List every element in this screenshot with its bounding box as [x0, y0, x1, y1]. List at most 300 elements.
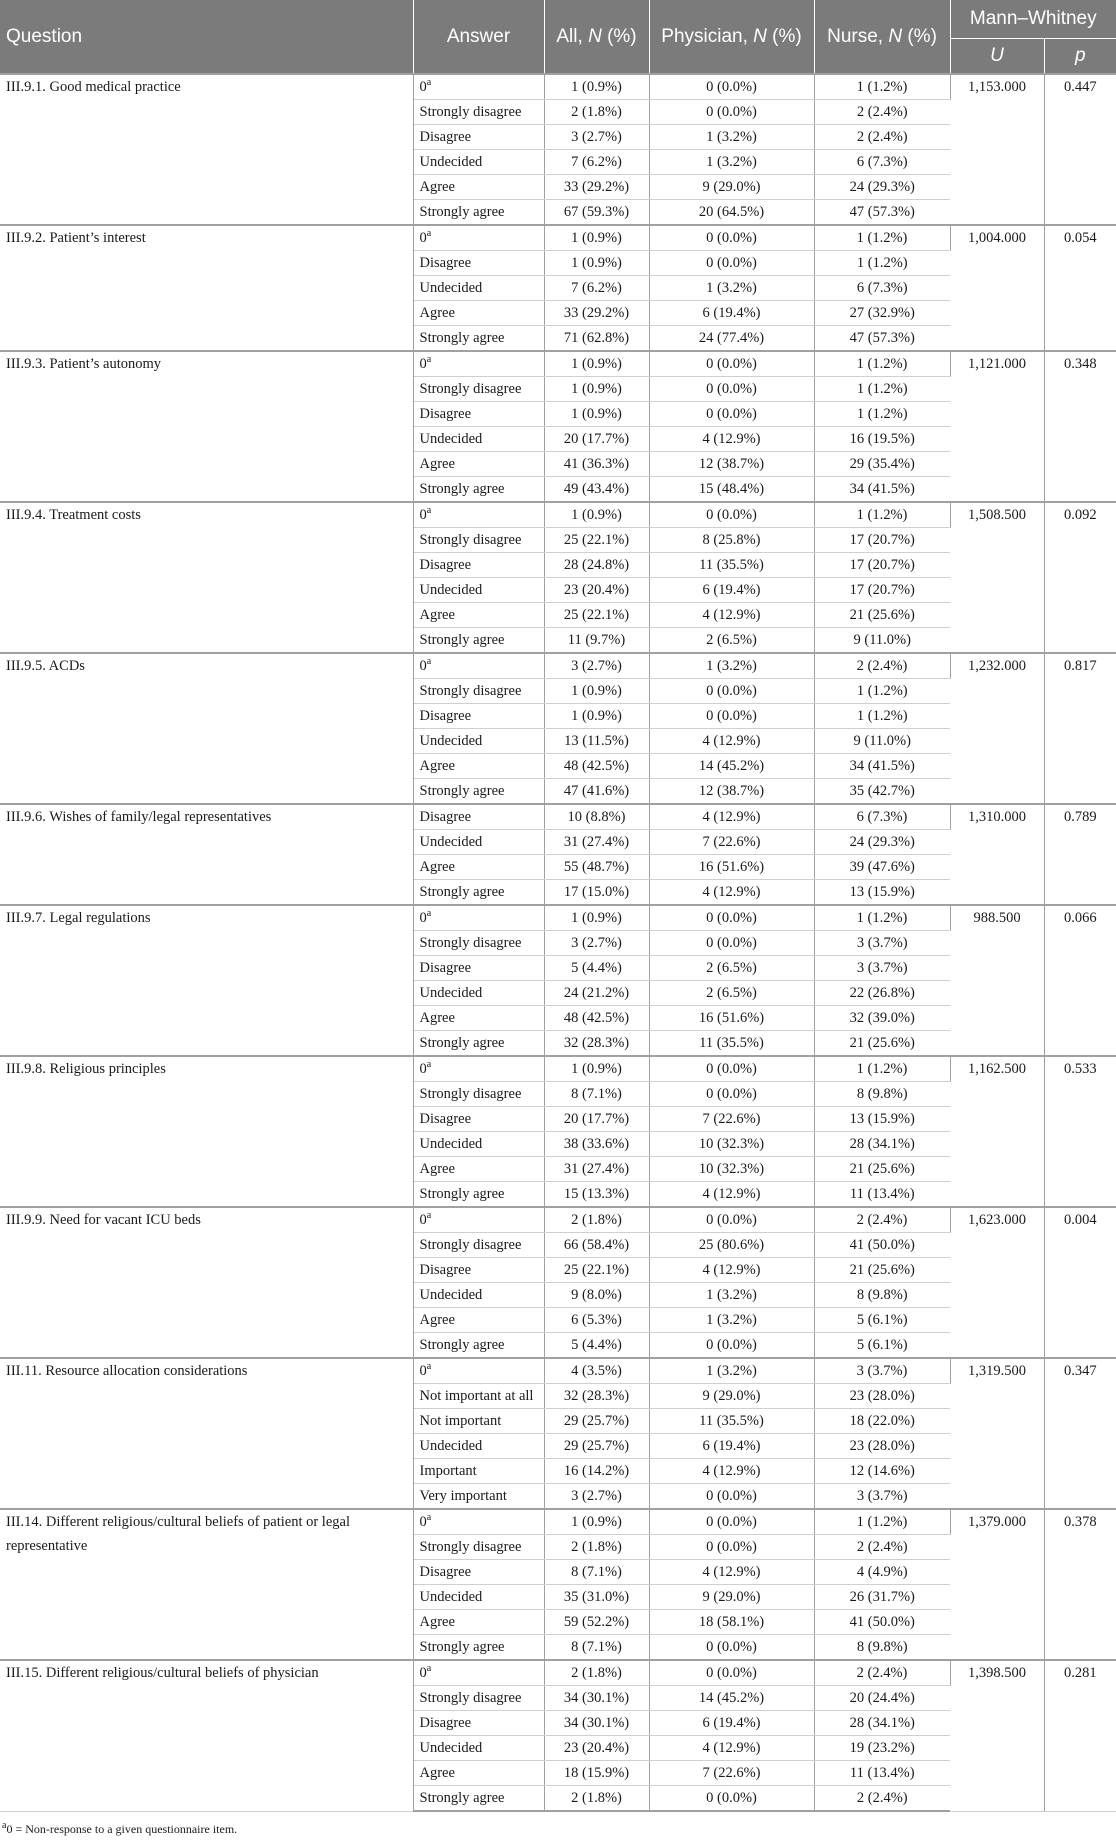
- all-cell: 1 (0.9%): [544, 679, 649, 704]
- u-statistic-cell: 1,398.500: [950, 1660, 1044, 1811]
- physician-cell: 4 (12.9%): [649, 1459, 814, 1484]
- all-cell: 31 (27.4%): [544, 830, 649, 855]
- nurse-cell: 3 (3.7%): [814, 1484, 950, 1510]
- nurse-cell: 21 (25.6%): [814, 1031, 950, 1057]
- answer-cell: Undecided: [413, 427, 544, 452]
- physician-cell: 4 (12.9%): [649, 1258, 814, 1283]
- physician-cell: 10 (32.3%): [649, 1157, 814, 1182]
- u-statistic-cell: 988.500: [950, 905, 1044, 1056]
- physician-cell: 0 (0.0%): [649, 679, 814, 704]
- nurse-cell: 9 (11.0%): [814, 628, 950, 654]
- nurse-cell: 11 (13.4%): [814, 1761, 950, 1786]
- nurse-cell: 1 (1.2%): [814, 351, 950, 377]
- nurse-cell: 3 (3.7%): [814, 1358, 950, 1384]
- all-cell: 2 (1.8%): [544, 1786, 649, 1812]
- header-question: Question: [0, 0, 413, 74]
- physician-cell: 2 (6.5%): [649, 956, 814, 981]
- all-cell: 2 (1.8%): [544, 100, 649, 125]
- nurse-cell: 21 (25.6%): [814, 1157, 950, 1182]
- nurse-cell: 1 (1.2%): [814, 377, 950, 402]
- u-statistic-cell: 1,379.000: [950, 1509, 1044, 1660]
- nurse-cell: 20 (24.4%): [814, 1686, 950, 1711]
- physician-cell: 0 (0.0%): [649, 905, 814, 931]
- physician-cell: 16 (51.6%): [649, 855, 814, 880]
- all-cell: 7 (6.2%): [544, 276, 649, 301]
- answer-cell: 0$^a$: [413, 905, 544, 931]
- answer-cell: Disagree: [413, 1258, 544, 1283]
- table-row: [0, 905, 1116, 931]
- physician-cell: 1 (3.2%): [649, 1283, 814, 1308]
- answer-cell: Agree: [413, 452, 544, 477]
- physician-cell: 2 (6.5%): [649, 981, 814, 1006]
- all-cell: 23 (20.4%): [544, 578, 649, 603]
- nurse-cell: 1 (1.2%): [814, 1056, 950, 1082]
- physician-cell: 0 (0.0%): [649, 351, 814, 377]
- table-body: [0, 74, 1116, 1811]
- answer-cell: Strongly agree: [413, 1182, 544, 1208]
- answer-cell: Disagree: [413, 402, 544, 427]
- question-cell: III.9.6. Wishes of family/legal representatives: [0, 804, 413, 905]
- table-row: [0, 1660, 1116, 1686]
- all-cell: 8 (7.1%): [544, 1082, 649, 1107]
- nurse-cell: 1 (1.2%): [814, 905, 950, 931]
- physician-cell: 15 (48.4%): [649, 477, 814, 503]
- physician-cell: 1 (3.2%): [649, 1308, 814, 1333]
- all-cell: 1 (0.9%): [544, 1056, 649, 1082]
- p-value-cell: 0.347: [1044, 1358, 1116, 1509]
- all-cell: 1 (0.9%): [544, 402, 649, 427]
- all-cell: 1 (0.9%): [544, 905, 649, 931]
- answer-cell: Strongly agree: [413, 477, 544, 503]
- all-cell: 3 (2.7%): [544, 1484, 649, 1510]
- nurse-cell: 3 (3.7%): [814, 931, 950, 956]
- all-cell: 1 (0.9%): [544, 377, 649, 402]
- nurse-cell: 3 (3.7%): [814, 956, 950, 981]
- physician-cell: 0 (0.0%): [649, 377, 814, 402]
- nurse-cell: 6 (7.3%): [814, 276, 950, 301]
- answer-cell: 0$^a$: [413, 1509, 544, 1535]
- physician-cell: 0 (0.0%): [649, 704, 814, 729]
- physician-cell: 4 (12.9%): [649, 1182, 814, 1208]
- answer-cell: Undecided: [413, 1283, 544, 1308]
- u-statistic-cell: 1,319.500: [950, 1358, 1044, 1509]
- all-cell: 1 (0.9%): [544, 502, 649, 528]
- physician-cell: 2 (6.5%): [649, 628, 814, 654]
- answer-cell: 0$^a$: [413, 1358, 544, 1384]
- all-cell: 32 (28.3%): [544, 1384, 649, 1409]
- answer-cell: Strongly disagree: [413, 377, 544, 402]
- nurse-cell: 1 (1.2%): [814, 679, 950, 704]
- question-cell: III.9.5. ACDs: [0, 653, 413, 804]
- nurse-cell: 1 (1.2%): [814, 74, 950, 100]
- answer-cell: Undecided: [413, 1132, 544, 1157]
- answer-cell: 0$^a$: [413, 351, 544, 377]
- u-statistic-cell: 1,508.500: [950, 502, 1044, 653]
- nurse-cell: 4 (4.9%): [814, 1560, 950, 1585]
- answer-cell: Disagree: [413, 553, 544, 578]
- all-cell: 7 (6.2%): [544, 150, 649, 175]
- physician-cell: 0 (0.0%): [649, 74, 814, 100]
- nurse-cell: 28 (34.1%): [814, 1132, 950, 1157]
- nurse-cell: 26 (31.7%): [814, 1585, 950, 1610]
- all-cell: 41 (36.3%): [544, 452, 649, 477]
- question-cell: III.9.8. Religious principles: [0, 1056, 413, 1207]
- physician-cell: 4 (12.9%): [649, 1736, 814, 1761]
- all-cell: 48 (42.5%): [544, 754, 649, 779]
- question-cell: III.9.9. Need for vacant ICU beds: [0, 1207, 413, 1358]
- all-cell: 16 (14.2%): [544, 1459, 649, 1484]
- question-cell: III.9.3. Patient’s autonomy: [0, 351, 413, 502]
- all-cell: 1 (0.9%): [544, 251, 649, 276]
- all-cell: 1 (0.9%): [544, 74, 649, 100]
- nurse-cell: 2 (2.4%): [814, 125, 950, 150]
- answer-cell: Strongly agree: [413, 1635, 544, 1661]
- physician-cell: 1 (3.2%): [649, 1358, 814, 1384]
- question-cell: III.9.2. Patient’s interest: [0, 225, 413, 351]
- nurse-cell: 32 (39.0%): [814, 1006, 950, 1031]
- answer-cell: 0$^a$: [413, 1207, 544, 1233]
- question-cell: III.9.4. Treatment costs: [0, 502, 413, 653]
- all-cell: 8 (7.1%): [544, 1635, 649, 1661]
- nurse-cell: 29 (35.4%): [814, 452, 950, 477]
- physician-cell: 1 (3.2%): [649, 125, 814, 150]
- answer-cell: Strongly agree: [413, 200, 544, 226]
- answer-cell: Agree: [413, 175, 544, 200]
- answer-cell: Important: [413, 1459, 544, 1484]
- all-cell: 67 (59.3%): [544, 200, 649, 226]
- all-cell: 6 (5.3%): [544, 1308, 649, 1333]
- nurse-cell: 2 (2.4%): [814, 1207, 950, 1233]
- nurse-cell: 22 (26.8%): [814, 981, 950, 1006]
- header-p: p: [1044, 39, 1116, 75]
- p-value-cell: 0.789: [1044, 804, 1116, 905]
- answer-cell: Agree: [413, 754, 544, 779]
- answer-cell: Undecided: [413, 276, 544, 301]
- nurse-cell: 2 (2.4%): [814, 100, 950, 125]
- answer-cell: Disagree: [413, 704, 544, 729]
- all-cell: 8 (7.1%): [544, 1560, 649, 1585]
- answer-cell: Strongly agree: [413, 326, 544, 352]
- all-cell: 1 (0.9%): [544, 704, 649, 729]
- p-value-cell: 0.281: [1044, 1660, 1116, 1811]
- nurse-cell: 17 (20.7%): [814, 528, 950, 553]
- nurse-cell: 34 (41.5%): [814, 754, 950, 779]
- answer-cell: Undecided: [413, 830, 544, 855]
- all-cell: 20 (17.7%): [544, 1107, 649, 1132]
- physician-cell: 6 (19.4%): [649, 1711, 814, 1736]
- answer-cell: Agree: [413, 1761, 544, 1786]
- nurse-cell: 13 (15.9%): [814, 880, 950, 906]
- physician-cell: 0 (0.0%): [649, 502, 814, 528]
- answer-cell: 0$^a$: [413, 1660, 544, 1686]
- nurse-cell: 28 (34.1%): [814, 1711, 950, 1736]
- nurse-cell: 23 (28.0%): [814, 1384, 950, 1409]
- nurse-cell: 2 (2.4%): [814, 1786, 950, 1812]
- physician-cell: 8 (25.8%): [649, 528, 814, 553]
- answer-cell: Strongly disagree: [413, 1535, 544, 1560]
- nurse-cell: 17 (20.7%): [814, 578, 950, 603]
- answer-cell: Strongly agree: [413, 1786, 544, 1812]
- physician-cell: 10 (32.3%): [649, 1132, 814, 1157]
- p-value-cell: 0.533: [1044, 1056, 1116, 1207]
- nurse-cell: 1 (1.2%): [814, 704, 950, 729]
- physician-cell: 0 (0.0%): [649, 100, 814, 125]
- u-statistic-cell: 1,232.000: [950, 653, 1044, 804]
- answer-cell: Undecided: [413, 578, 544, 603]
- all-cell: 17 (15.0%): [544, 880, 649, 906]
- answer-cell: Disagree: [413, 956, 544, 981]
- all-cell: 11 (9.7%): [544, 628, 649, 654]
- nurse-cell: 5 (6.1%): [814, 1333, 950, 1359]
- physician-cell: 7 (22.6%): [649, 1107, 814, 1132]
- answer-cell: Agree: [413, 1006, 544, 1031]
- all-cell: 2 (1.8%): [544, 1207, 649, 1233]
- answer-cell: Agree: [413, 1610, 544, 1635]
- all-cell: 47 (41.6%): [544, 779, 649, 805]
- answer-cell: Strongly disagree: [413, 1082, 544, 1107]
- physician-cell: 6 (19.4%): [649, 301, 814, 326]
- physician-cell: 14 (45.2%): [649, 754, 814, 779]
- answer-cell: Strongly agree: [413, 1031, 544, 1057]
- nurse-cell: 1 (1.2%): [814, 502, 950, 528]
- answer-cell: Strongly agree: [413, 880, 544, 906]
- all-cell: 34 (30.1%): [544, 1711, 649, 1736]
- physician-cell: 0 (0.0%): [649, 1535, 814, 1560]
- header-u: U: [950, 39, 1044, 75]
- answer-cell: Undecided: [413, 729, 544, 754]
- all-cell: 5 (4.4%): [544, 956, 649, 981]
- physician-cell: 11 (35.5%): [649, 553, 814, 578]
- answer-cell: Strongly disagree: [413, 1686, 544, 1711]
- answer-cell: 0$^a$: [413, 1056, 544, 1082]
- all-cell: 66 (58.4%): [544, 1233, 649, 1258]
- physician-cell: 4 (12.9%): [649, 1560, 814, 1585]
- answer-cell: Disagree: [413, 125, 544, 150]
- nurse-cell: 16 (19.5%): [814, 427, 950, 452]
- physician-cell: 0 (0.0%): [649, 1786, 814, 1812]
- all-cell: 1 (0.9%): [544, 225, 649, 251]
- answer-cell: Disagree: [413, 1560, 544, 1585]
- nurse-cell: 24 (29.3%): [814, 830, 950, 855]
- physician-cell: 11 (35.5%): [649, 1409, 814, 1434]
- physician-cell: 0 (0.0%): [649, 931, 814, 956]
- answer-cell: 0$^a$: [413, 225, 544, 251]
- all-cell: 31 (27.4%): [544, 1157, 649, 1182]
- p-value-cell: 0.378: [1044, 1509, 1116, 1660]
- physician-cell: 7 (22.6%): [649, 830, 814, 855]
- answer-cell: 0$^a$: [413, 502, 544, 528]
- all-cell: 38 (33.6%): [544, 1132, 649, 1157]
- all-cell: 1 (0.9%): [544, 351, 649, 377]
- answer-cell: Disagree: [413, 1711, 544, 1736]
- nurse-cell: 39 (47.6%): [814, 855, 950, 880]
- all-cell: 33 (29.2%): [544, 175, 649, 200]
- answer-cell: Disagree: [413, 251, 544, 276]
- all-cell: 55 (48.7%): [544, 855, 649, 880]
- answer-cell: Strongly disagree: [413, 679, 544, 704]
- physician-cell: 14 (45.2%): [649, 1686, 814, 1711]
- p-value-cell: 0.004: [1044, 1207, 1116, 1358]
- table-row: [0, 1207, 1116, 1233]
- answer-cell: Not important: [413, 1409, 544, 1434]
- nurse-cell: 27 (32.9%): [814, 301, 950, 326]
- u-statistic-cell: 1,121.000: [950, 351, 1044, 502]
- physician-cell: 7 (22.6%): [649, 1761, 814, 1786]
- all-cell: 3 (2.7%): [544, 653, 649, 679]
- nurse-cell: 35 (42.7%): [814, 779, 950, 805]
- p-value-cell: 0.054: [1044, 225, 1116, 351]
- nurse-cell: 2 (2.4%): [814, 1535, 950, 1560]
- physician-cell: 0 (0.0%): [649, 1484, 814, 1510]
- nurse-cell: 34 (41.5%): [814, 477, 950, 503]
- all-cell: 29 (25.7%): [544, 1409, 649, 1434]
- nurse-cell: 19 (23.2%): [814, 1736, 950, 1761]
- physician-cell: 4 (12.9%): [649, 729, 814, 754]
- all-cell: 49 (43.4%): [544, 477, 649, 503]
- answer-cell: Undecided: [413, 1736, 544, 1761]
- p-value-cell: 0.092: [1044, 502, 1116, 653]
- all-cell: 1 (0.9%): [544, 1509, 649, 1535]
- all-cell: 3 (2.7%): [544, 125, 649, 150]
- physician-cell: 0 (0.0%): [649, 1333, 814, 1359]
- nurse-cell: 47 (57.3%): [814, 326, 950, 352]
- answer-cell: Strongly disagree: [413, 931, 544, 956]
- answer-cell: Strongly agree: [413, 628, 544, 654]
- all-cell: 34 (30.1%): [544, 1686, 649, 1711]
- nurse-cell: 9 (11.0%): [814, 729, 950, 754]
- answer-cell: Agree: [413, 603, 544, 628]
- answer-cell: Very important: [413, 1484, 544, 1510]
- table-row: [0, 1358, 1116, 1384]
- all-cell: 25 (22.1%): [544, 603, 649, 628]
- physician-cell: 0 (0.0%): [649, 1635, 814, 1661]
- nurse-cell: 1 (1.2%): [814, 402, 950, 427]
- header-answer: Answer: [413, 0, 544, 74]
- table-row: [0, 502, 1116, 528]
- physician-cell: 1 (3.2%): [649, 276, 814, 301]
- all-cell: 25 (22.1%): [544, 528, 649, 553]
- answer-cell: Strongly disagree: [413, 100, 544, 125]
- nurse-cell: 2 (2.4%): [814, 653, 950, 679]
- physician-cell: 6 (19.4%): [649, 578, 814, 603]
- all-cell: 4 (3.5%): [544, 1358, 649, 1384]
- physician-cell: 25 (80.6%): [649, 1233, 814, 1258]
- nurse-cell: 8 (9.8%): [814, 1283, 950, 1308]
- physician-cell: 0 (0.0%): [649, 251, 814, 276]
- answer-cell: Agree: [413, 301, 544, 326]
- nurse-cell: 1 (1.2%): [814, 251, 950, 276]
- nurse-cell: 1 (1.2%): [814, 225, 950, 251]
- all-cell: 24 (21.2%): [544, 981, 649, 1006]
- u-statistic-cell: 1,162.500: [950, 1056, 1044, 1207]
- answer-cell: Strongly agree: [413, 779, 544, 805]
- all-cell: 5 (4.4%): [544, 1333, 649, 1359]
- nurse-cell: 21 (25.6%): [814, 603, 950, 628]
- table-row: [0, 1056, 1116, 1082]
- answer-cell: Disagree: [413, 1107, 544, 1132]
- all-cell: 28 (24.8%): [544, 553, 649, 578]
- footnote: $^a$0 = Non-response to a given questionnaire item.: [2, 1820, 238, 1836]
- all-cell: 20 (17.7%): [544, 427, 649, 452]
- physician-cell: 4 (12.9%): [649, 427, 814, 452]
- physician-cell: 9 (29.0%): [649, 1384, 814, 1409]
- physician-cell: 0 (0.0%): [649, 225, 814, 251]
- nurse-cell: 1 (1.2%): [814, 1509, 950, 1535]
- nurse-cell: 47 (57.3%): [814, 200, 950, 226]
- header-all: All, N (%): [544, 0, 649, 74]
- physician-cell: 6 (19.4%): [649, 1434, 814, 1459]
- table-header: [0, 0, 1116, 74]
- answer-cell: Agree: [413, 855, 544, 880]
- nurse-cell: 2 (2.4%): [814, 1660, 950, 1686]
- nurse-cell: 21 (25.6%): [814, 1258, 950, 1283]
- all-cell: 2 (1.8%): [544, 1535, 649, 1560]
- answer-cell: Disagree: [413, 804, 544, 830]
- answer-cell: Strongly disagree: [413, 528, 544, 553]
- all-cell: 71 (62.8%): [544, 326, 649, 352]
- all-cell: 23 (20.4%): [544, 1736, 649, 1761]
- nurse-cell: 11 (13.4%): [814, 1182, 950, 1208]
- physician-cell: 0 (0.0%): [649, 402, 814, 427]
- nurse-cell: 12 (14.6%): [814, 1459, 950, 1484]
- all-cell: 13 (11.5%): [544, 729, 649, 754]
- physician-cell: 0 (0.0%): [649, 1082, 814, 1107]
- answer-cell: Undecided: [413, 150, 544, 175]
- p-value-cell: 0.447: [1044, 74, 1116, 225]
- nurse-cell: 5 (6.1%): [814, 1308, 950, 1333]
- header-nurse: Nurse, N (%): [814, 0, 950, 74]
- physician-cell: 0 (0.0%): [649, 1509, 814, 1535]
- physician-cell: 0 (0.0%): [649, 1660, 814, 1686]
- all-cell: 32 (28.3%): [544, 1031, 649, 1057]
- physician-cell: 1 (3.2%): [649, 150, 814, 175]
- nurse-cell: 18 (22.0%): [814, 1409, 950, 1434]
- u-statistic-cell: 1,153.000: [950, 74, 1044, 225]
- physician-cell: 12 (38.7%): [649, 779, 814, 805]
- all-cell: 25 (22.1%): [544, 1258, 649, 1283]
- physician-cell: 0 (0.0%): [649, 1056, 814, 1082]
- physician-cell: 4 (12.9%): [649, 804, 814, 830]
- table-row: [0, 225, 1116, 251]
- nurse-cell: 8 (9.8%): [814, 1635, 950, 1661]
- table-row: [0, 74, 1116, 100]
- physician-cell: 1 (3.2%): [649, 653, 814, 679]
- answer-cell: 0$^a$: [413, 653, 544, 679]
- physician-cell: 16 (51.6%): [649, 1006, 814, 1031]
- p-value-cell: 0.348: [1044, 351, 1116, 502]
- header-mann-whitney: Mann–Whitney: [950, 0, 1116, 39]
- answer-cell: 0$^a$: [413, 74, 544, 100]
- answer-cell: Undecided: [413, 1434, 544, 1459]
- question-cell: III.14. Different religious/cultural beliefs of patient or legal representative: [0, 1509, 413, 1660]
- answer-cell: Not important at all: [413, 1384, 544, 1409]
- physician-cell: 0 (0.0%): [649, 1207, 814, 1233]
- table-row: [0, 653, 1116, 679]
- u-statistic-cell: 1,623.000: [950, 1207, 1044, 1358]
- all-cell: 3 (2.7%): [544, 931, 649, 956]
- physician-cell: 4 (12.9%): [649, 603, 814, 628]
- nurse-cell: 41 (50.0%): [814, 1610, 950, 1635]
- physician-cell: 24 (77.4%): [649, 326, 814, 352]
- nurse-cell: 23 (28.0%): [814, 1434, 950, 1459]
- all-cell: 18 (15.9%): [544, 1761, 649, 1786]
- answer-cell: Undecided: [413, 1585, 544, 1610]
- all-cell: 35 (31.0%): [544, 1585, 649, 1610]
- physician-cell: 12 (38.7%): [649, 452, 814, 477]
- table-row: [0, 351, 1116, 377]
- p-value-cell: 0.066: [1044, 905, 1116, 1056]
- u-statistic-cell: 1,310.000: [950, 804, 1044, 905]
